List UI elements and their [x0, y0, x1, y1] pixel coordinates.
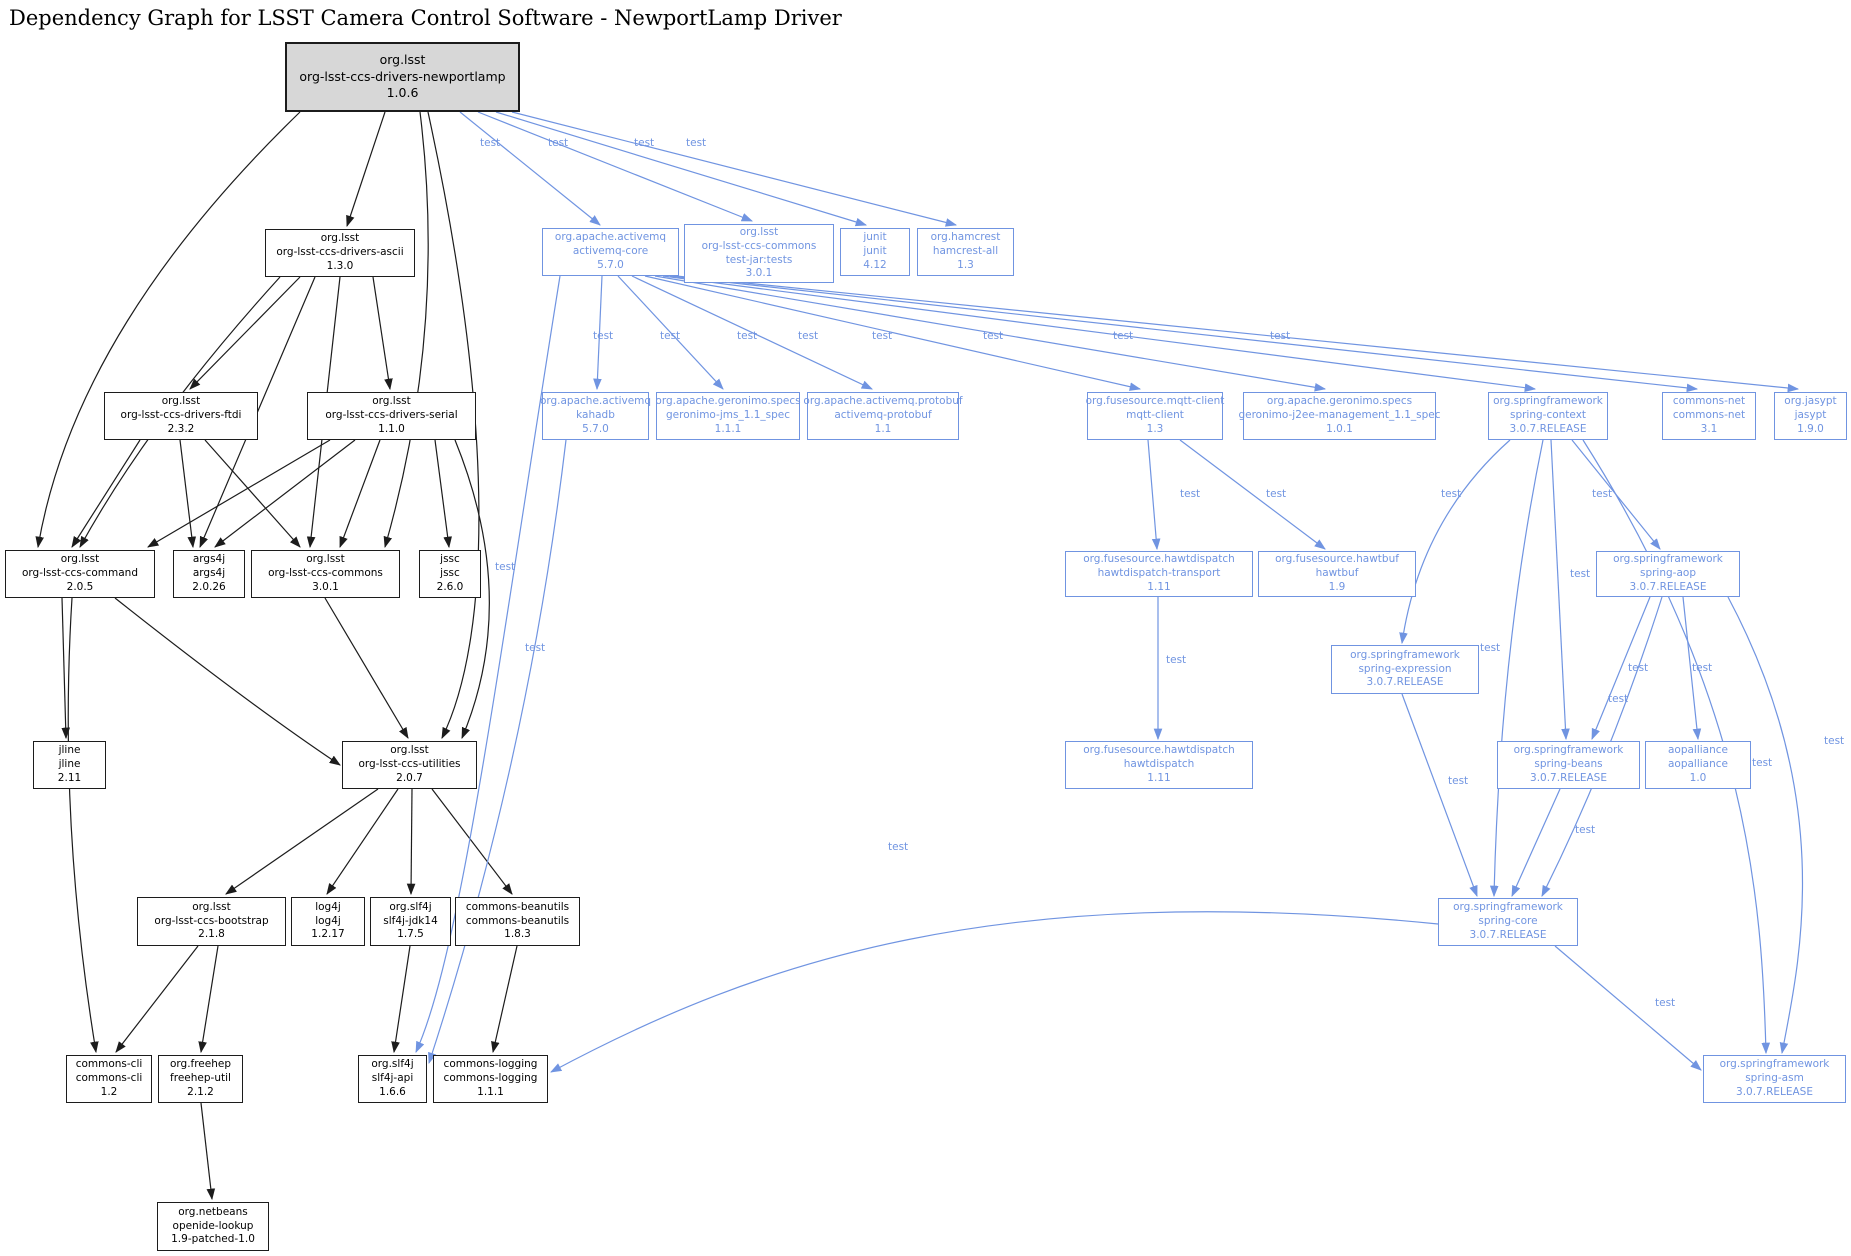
node-spring-beans	[1497, 741, 1640, 789]
node-label: jssc	[440, 553, 460, 566]
node-label: 2.3.2	[167, 422, 195, 435]
edge-scope-label: test	[1655, 997, 1676, 1009]
node-label: 1.1.1	[477, 1085, 504, 1098]
node-label: log4j	[315, 900, 341, 913]
edge-scope-label: test	[480, 137, 501, 149]
edge-scope-label: test	[888, 841, 909, 853]
edge-scope-label: test	[634, 137, 655, 149]
node-label: 1.9	[1328, 580, 1346, 593]
node-label: org.freehep	[169, 1058, 232, 1071]
node-label: openide-lookup	[172, 1219, 254, 1232]
node-commons-net	[1662, 392, 1756, 440]
node-label: freehep-util	[170, 1072, 231, 1085]
node-args4j	[173, 550, 245, 598]
edge-scope-label: test	[1570, 568, 1591, 580]
edge-spring-expression-to-spring-core	[1402, 694, 1477, 896]
node-label: 1.11	[1147, 580, 1171, 593]
node-label: 2.11	[57, 771, 82, 784]
node-label: org-lsst-ccs-commons	[701, 239, 817, 252]
node-ftdi	[104, 392, 258, 440]
node-label: org.hamcrest	[930, 231, 1001, 244]
edge-activemq-core-to-spring-context	[663, 276, 1535, 389]
edge-bootstrap-to-freehep-util	[201, 946, 218, 1052]
edge-serial-to-jssc	[435, 440, 449, 547]
node-label: hawtdispatch-transport	[1097, 567, 1221, 580]
node-label: aopalliance	[1667, 744, 1729, 757]
edge-scope-label: test	[1113, 330, 1134, 342]
node-label: 2.0.26	[192, 580, 226, 593]
node-label: spring-aop	[1639, 567, 1696, 580]
node-geronimo-jms	[656, 392, 800, 440]
node-label: commons-cli	[75, 1058, 143, 1071]
node-label: slf4j-api	[371, 1072, 414, 1085]
edge-scope-label: test	[686, 137, 707, 149]
node-label: 3.0.1	[745, 267, 773, 280]
node-label: org.fusesource.mqtt-client	[1085, 395, 1225, 408]
edge-ascii-to-ftdi	[190, 277, 300, 389]
node-label: spring-core	[1478, 915, 1538, 928]
edge-command-to-utilities	[115, 598, 340, 765]
node-label: commons-net	[1672, 409, 1746, 422]
node-label: 3.0.7.RELEASE	[1469, 928, 1547, 941]
node-label: 3.0.7.RELEASE	[1509, 422, 1587, 435]
edge-scope-label: test	[737, 330, 758, 342]
edge-spring-core-to-spring-asm	[1555, 946, 1701, 1070]
node-label: spring-context	[1509, 409, 1587, 422]
node-activemq-core	[542, 228, 679, 276]
node-label: 5.7.0	[597, 258, 624, 271]
node-jasypt	[1774, 392, 1847, 440]
edge-newportlamp-to-ccs-commons	[385, 112, 428, 547]
node-label: 1.9-patched-1.0	[171, 1233, 255, 1246]
node-label: args4j	[192, 553, 226, 566]
node-label: org.slf4j	[389, 900, 432, 913]
node-label: org.springframework	[1350, 648, 1460, 661]
node-label: org.lsst	[739, 225, 779, 238]
node-label: commons-logging	[443, 1072, 538, 1085]
node-ascii	[265, 229, 415, 277]
node-label: jssc	[440, 567, 460, 580]
node-label: 4.12	[863, 258, 887, 271]
node-label: 1.0.1	[1326, 422, 1353, 435]
edge-scope-label: test	[495, 561, 516, 573]
edge-activemq-core-to-jasypt	[676, 276, 1798, 389]
node-label: org.apache.geronimo.specs	[655, 395, 801, 408]
node-label: 1.8.3	[504, 928, 531, 941]
node-label: log4j	[315, 914, 341, 927]
node-label: org.fusesource.hawtdispatch	[1083, 553, 1235, 566]
edge-activemq-core-to-mqtt-client	[645, 276, 1140, 389]
edge-scope-label: test	[1752, 757, 1773, 769]
node-activemq-protobuf	[803, 392, 963, 440]
edge-scope-label: test	[1270, 330, 1291, 342]
node-label: 1.1	[874, 422, 892, 435]
node-bootstrap	[137, 897, 286, 946]
node-label: spring-asm	[1745, 1072, 1804, 1085]
node-label: org.fusesource.hawtbuf	[1275, 553, 1399, 566]
edge-utilities-to-log4j	[327, 789, 398, 894]
node-spring-asm	[1703, 1055, 1846, 1103]
node-label: 1.6.6	[379, 1085, 406, 1098]
edge-scope-label: test	[593, 330, 614, 342]
graph-title: Dependency Graph for LSST Camera Control Software - NewportLamp Driver	[9, 6, 842, 30]
node-hawtdispatch	[1065, 741, 1253, 789]
edge-ccs-commons-to-utilities	[325, 598, 408, 738]
edge-scope-label: test	[1441, 488, 1462, 500]
node-hawtbuf	[1258, 551, 1416, 597]
edge-scope-label: test	[983, 330, 1004, 342]
node-label: 1.2	[100, 1085, 118, 1098]
node-commons-cli	[66, 1055, 152, 1103]
node-label: org-lsst-ccs-bootstrap	[154, 914, 269, 927]
node-label: kahadb	[576, 409, 615, 422]
edge-spring-aop-to-spring-asm	[1728, 597, 1802, 1053]
node-label: activemq-protobuf	[834, 409, 932, 422]
edge-activemq-core-to-commons-net	[670, 276, 1697, 389]
node-label: org.jasypt	[1784, 395, 1837, 408]
node-label: activemq-core	[572, 245, 649, 258]
edge-commons-beanutils-to-commons-logging	[493, 946, 517, 1052]
node-label: org.lsst	[306, 553, 345, 566]
node-label: 3.0.7.RELEASE	[1736, 1085, 1813, 1098]
edge-serial-to-ccs-commons	[340, 440, 380, 547]
edge-bootstrap-to-commons-cli	[116, 946, 198, 1052]
edge-scope-label: test	[1266, 488, 1287, 500]
node-label: test-jar:tests	[725, 253, 793, 266]
node-label: commons-beanutils	[465, 900, 570, 913]
node-label: 1.11	[1147, 771, 1171, 784]
node-ccs-commons	[251, 550, 400, 598]
node-label: 2.0.7	[396, 771, 423, 784]
edge-spring-beans-to-spring-core	[1512, 789, 1560, 896]
node-label: 1.3.0	[326, 259, 354, 272]
edge-mqtt-client-to-hawtbuf	[1180, 440, 1325, 549]
node-ccs-commons-tests	[684, 224, 834, 283]
node-kahadb	[539, 392, 652, 440]
node-spring-context	[1488, 392, 1608, 440]
edge-newportlamp-to-junit	[496, 112, 866, 225]
node-label: commons-net	[1672, 395, 1746, 408]
edge-scope-label: test	[1575, 824, 1596, 836]
edge-utilities-to-bootstrap	[226, 789, 378, 894]
node-label: 1.0.6	[386, 85, 419, 101]
edge-spring-context-to-spring-expression	[1402, 440, 1510, 643]
node-label: org-lsst-ccs-drivers-ftdi	[120, 409, 242, 422]
node-aopalliance	[1645, 741, 1751, 789]
node-label: 5.7.0	[582, 422, 609, 435]
node-geronimo-j2ee	[1238, 392, 1441, 440]
node-utilities	[342, 741, 477, 789]
node-label: org.slf4j	[371, 1058, 414, 1071]
node-label: slf4j-jdk14	[383, 914, 438, 927]
node-commons-beanutils	[455, 897, 580, 946]
node-label: org.lsst	[60, 553, 100, 566]
node-label: org.netbeans	[178, 1205, 248, 1218]
node-label: mqtt-client	[1126, 409, 1184, 422]
node-label: org.springframework	[1613, 553, 1723, 566]
node-label: jline	[58, 744, 81, 757]
node-label: geronimo-jms_1.1_spec	[665, 409, 791, 422]
node-label: org.apache.activemq	[554, 231, 667, 244]
edge-scope-label: test	[1628, 662, 1649, 674]
node-label: org.lsst	[372, 395, 411, 408]
edge-mqtt-client-to-hawtdispatch-transport	[1148, 440, 1157, 549]
node-label: org.apache.activemq	[539, 395, 652, 408]
node-label: org.lsst	[192, 900, 231, 913]
node-label: hawtbuf	[1315, 567, 1359, 580]
node-slf4j-jdk14	[370, 897, 451, 946]
node-spring-aop	[1596, 551, 1740, 597]
node-label: geronimo-j2ee-management_1.1_spec	[1238, 409, 1441, 422]
node-label: org.fusesource.hawtdispatch	[1083, 744, 1235, 757]
node-label: org-lsst-ccs-command	[22, 567, 138, 580]
edge-scope-label: test	[660, 330, 681, 342]
node-command	[5, 550, 155, 598]
node-label: org.springframework	[1453, 901, 1563, 914]
node-label: 3.0.1	[312, 580, 339, 593]
edge-scope-label: test	[1692, 662, 1713, 674]
edge-newportlamp-to-ccs-commons-tests	[478, 112, 752, 221]
edge-spring-context-to-spring-core	[1494, 440, 1543, 896]
edge-newportlamp-to-command	[38, 112, 300, 547]
node-hawtdispatch-transport	[1065, 551, 1253, 597]
edge-slf4j-jdk14-to-slf4j-api	[394, 946, 410, 1052]
edge-scope-label: test	[872, 330, 893, 342]
node-label: 3.0.7.RELEASE	[1629, 580, 1707, 593]
node-label: 2.1.8	[198, 928, 225, 941]
node-label: spring-expression	[1358, 662, 1452, 675]
node-jssc	[419, 550, 481, 598]
node-spring-core	[1438, 898, 1578, 946]
node-hamcrest	[917, 228, 1014, 276]
node-label: commons-cli	[75, 1072, 143, 1085]
edge-spring-context-to-spring-beans	[1551, 440, 1566, 739]
node-label: org-lsst-ccs-drivers-serial	[325, 409, 458, 422]
node-label: org.lsst	[320, 232, 360, 245]
node-label: args4j	[192, 567, 226, 580]
edge-scope-label: test	[1448, 775, 1469, 787]
node-label: 1.9.0	[1797, 422, 1824, 435]
node-label: 1.1.0	[378, 422, 405, 435]
node-label: 3.1	[1700, 422, 1718, 435]
edge-scope-label: test	[525, 642, 546, 654]
edge-command-to-jline	[62, 598, 66, 738]
node-label: org.springframework	[1719, 1058, 1830, 1071]
edge-utilities-to-slf4j-jdk14	[411, 789, 412, 894]
node-label: 1.7.5	[397, 928, 424, 941]
edge-ftdi-to-args4j	[180, 440, 193, 547]
node-label: org.apache.activemq.protobuf	[803, 395, 963, 408]
node-label: 1.2.17	[311, 928, 345, 941]
node-openide-lookup	[157, 1202, 269, 1251]
node-spring-expression	[1331, 645, 1479, 694]
edge-freehep-util-to-openide-lookup	[201, 1103, 212, 1199]
node-label: 2.0.5	[66, 580, 94, 593]
edge-ftdi-to-command	[72, 440, 140, 547]
node-label: hamcrest-all	[932, 245, 999, 258]
node-label: commons-beanutils	[465, 914, 570, 927]
node-commons-logging	[433, 1055, 548, 1103]
node-label: 1.3	[957, 258, 974, 271]
node-label: 2.6.0	[436, 580, 464, 593]
node-label: 1.1.1	[714, 422, 742, 435]
edge-scope-label: test	[1180, 488, 1201, 500]
node-label: jasypt	[1794, 409, 1827, 422]
node-label: junit	[863, 231, 887, 244]
node-label: aopalliance	[1667, 758, 1729, 771]
node-newportlamp	[285, 42, 520, 112]
edge-ascii-to-serial	[373, 277, 390, 389]
node-label: 1.0	[1689, 771, 1707, 784]
node-slf4j-api	[358, 1055, 427, 1103]
node-label: org-lsst-ccs-drivers-ascii	[276, 246, 404, 259]
node-jline	[33, 741, 106, 789]
node-label: 3.0.7.RELEASE	[1366, 676, 1444, 689]
node-label: org.springframework	[1513, 744, 1624, 757]
node-label: org.apache.geronimo.specs	[1266, 395, 1413, 408]
edge-scope-label: test	[1166, 654, 1187, 666]
edge-utilities-to-commons-beanutils	[432, 789, 512, 894]
node-label: 2.1.2	[187, 1085, 214, 1098]
edge-scope-label: test	[1592, 488, 1613, 500]
node-mqtt-client	[1087, 392, 1223, 440]
edge-scope-label: test	[1824, 735, 1845, 747]
node-label: spring-beans	[1534, 758, 1603, 771]
edge-newportlamp-to-ascii	[347, 112, 385, 226]
edge-scope-label: test	[1480, 642, 1501, 654]
node-label: org.springframework	[1493, 395, 1603, 408]
node-label: junit	[863, 245, 887, 258]
node-label: org.lsst	[390, 744, 429, 757]
node-label: org-lsst-ccs-utilities	[358, 758, 461, 771]
edge-scope-label: test	[548, 137, 569, 149]
node-label: 1.3	[1146, 422, 1164, 435]
node-label: commons-logging	[443, 1058, 538, 1071]
edge-spring-core-to-commons-logging	[551, 912, 1438, 1072]
node-label: hawtdispatch	[1123, 758, 1195, 771]
node-label: org.lsst	[379, 52, 426, 68]
edge-scope-label: test	[798, 330, 819, 342]
node-junit	[840, 228, 910, 276]
node-freehep-util	[158, 1055, 243, 1103]
node-label: 3.0.7.RELEASE	[1530, 771, 1607, 784]
node-serial	[307, 392, 476, 440]
edge-command-to-commons-cli	[68, 598, 96, 1052]
node-label: jline	[58, 758, 81, 771]
edge-scope-label: test	[1608, 693, 1629, 705]
node-log4j	[291, 897, 365, 946]
node-label: org.lsst	[161, 395, 201, 408]
node-label: org-lsst-ccs-commons	[268, 567, 383, 580]
node-label: org-lsst-ccs-drivers-newportlamp	[299, 68, 506, 84]
